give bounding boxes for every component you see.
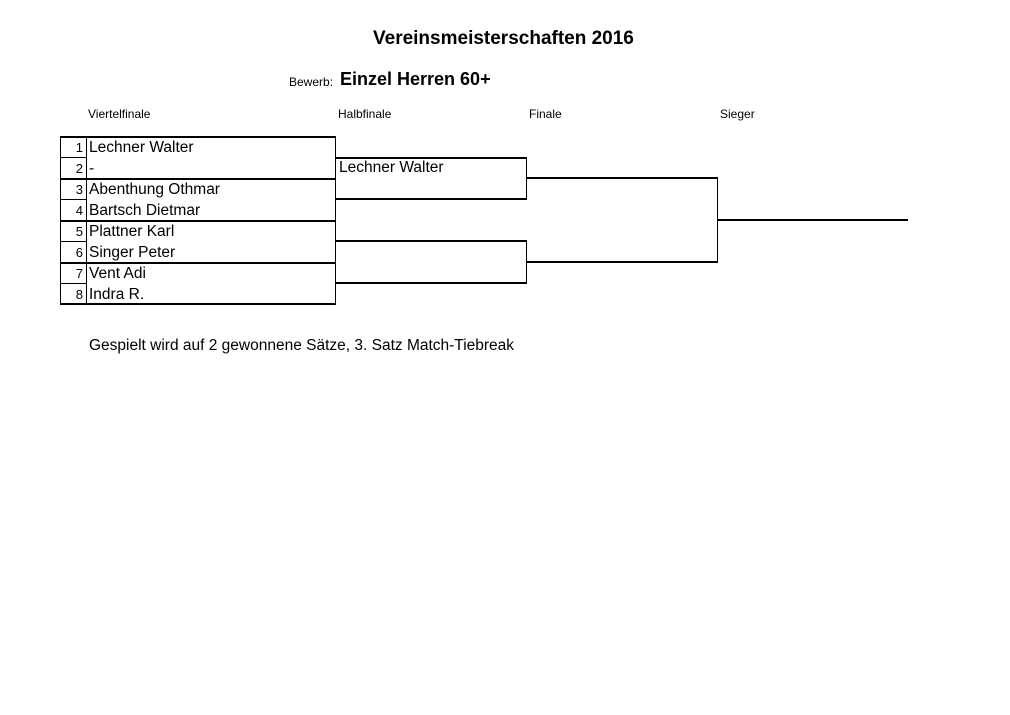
player-name: Lechner Walter [89, 139, 194, 156]
seed-number: 1 [75, 140, 83, 155]
seed-number: 2 [75, 161, 83, 176]
player-name: Singer Peter [89, 244, 176, 261]
seed-number: 5 [75, 224, 83, 239]
player-name: - [89, 160, 95, 177]
page-title: Vereinsmeisterschaften 2016 [373, 28, 634, 49]
seed-number: 4 [75, 203, 83, 218]
rules-note: Gespielt wird auf 2 gewonnene Sätze, 3. Satz Match-Tiebreak [89, 337, 515, 354]
halbfinale-entry-1: Lechner Walter [339, 159, 444, 176]
bewerb-value: Einzel Herren 60+ [340, 69, 491, 89]
round-header-finale: Finale [529, 107, 562, 121]
round-header-halbfinale: Halbfinale [338, 107, 392, 121]
round-header-viertelfinale: Viertelfinale [88, 107, 151, 121]
bewerb-label: Bewerb: [289, 75, 334, 89]
player-name: Indra R. [89, 286, 145, 303]
player-name: Abenthung Othmar [89, 181, 220, 198]
seed-number: 6 [75, 245, 83, 260]
player-name: Plattner Karl [89, 223, 175, 240]
seed-number: 8 [75, 287, 83, 302]
round-header-sieger: Sieger [720, 107, 755, 121]
seed-number: 7 [75, 266, 83, 281]
seed-number: 3 [75, 182, 83, 197]
player-name: Vent Adi [89, 265, 146, 282]
player-name: Bartsch Dietmar [89, 202, 201, 219]
